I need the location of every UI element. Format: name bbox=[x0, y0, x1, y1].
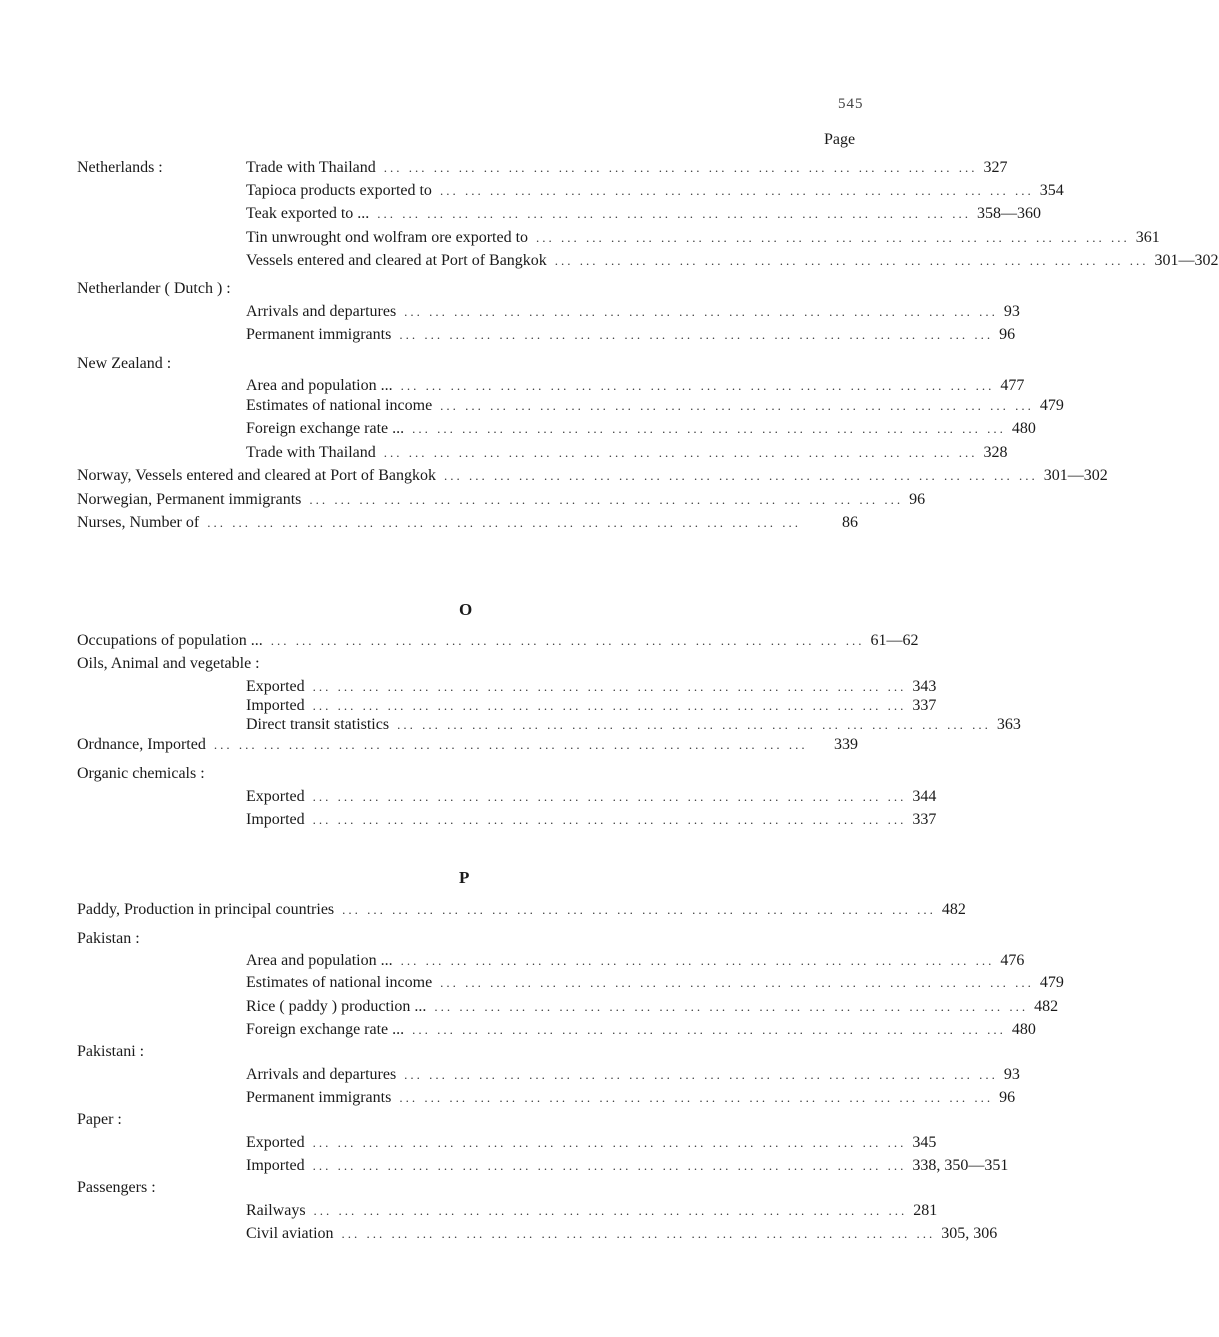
index-entry bbox=[77, 513, 858, 533]
index-subentry bbox=[246, 396, 1064, 416]
leader-dots: ... ... ... ... ... ... ... ... ... ... ... ... ... ... ... ... ... ... ... ... ... ... ... ... bbox=[213, 737, 808, 752]
leader-dots: ... ... ... ... ... ... ... ... ... ... ... ... ... ... ... ... ... ... ... ... ... ... ... ... bbox=[341, 1226, 936, 1241]
page-reference: 345 bbox=[912, 1134, 937, 1151]
entry-label: Paddy, Production in principal countries bbox=[77, 901, 335, 918]
page-reference: 354 bbox=[1039, 182, 1064, 199]
leader-dots: ... ... ... ... ... ... ... ... ... ... ... ... ... ... ... ... ... ... ... ... ... ... ... ... bbox=[312, 789, 907, 804]
leader-dots: ... ... ... ... ... ... ... ... ... ... ... ... ... ... ... ... ... ... ... ... ... ... ... ... bbox=[400, 953, 995, 968]
leader-dots: ... ... ... ... ... ... ... ... ... ... ... ... ... ... ... ... ... ... ... ... ... ... ... ... bbox=[399, 1090, 994, 1105]
entry-label: Tapioca products exported to bbox=[246, 182, 432, 199]
page-reference: 344 bbox=[912, 788, 937, 805]
index-heading: Netherlands : bbox=[77, 159, 163, 176]
page-reference: 343 bbox=[912, 678, 937, 695]
leader-dots: ... ... ... ... ... ... ... ... ... ... ... ... ... ... ... ... ... ... ... ... ... ... ... ... bbox=[536, 230, 1130, 245]
index-subentry bbox=[246, 973, 1064, 993]
leader-dots: ... ... ... ... ... ... ... ... ... ... ... ... ... ... ... ... ... ... ... ... ... ... ... ... bbox=[554, 253, 1149, 268]
leader-dots: ... ... ... ... ... ... ... ... ... ... ... ... ... ... ... ... ... ... ... ... ... ... ... ... bbox=[309, 492, 904, 507]
entry-label: Norwegian, Permanent immigrants bbox=[77, 491, 302, 508]
index-heading: Passengers : bbox=[77, 1179, 156, 1196]
entry-label: Trade with Thailand bbox=[246, 444, 376, 461]
entry-label: Civil aviation bbox=[246, 1225, 334, 1242]
leader-dots: ... ... ... ... ... ... ... ... ... ... ... ... ... ... ... ... ... ... ... ... ... ... ... ... bbox=[342, 902, 936, 917]
leader-dots: ... ... ... ... ... ... ... ... ... ... ... ... ... ... ... ... ... ... ... ... ... ... ... ... bbox=[397, 717, 991, 732]
entry-label: Direct transit statistics bbox=[246, 716, 390, 733]
index-subentry bbox=[246, 696, 937, 716]
entry-label: Estimates of national income bbox=[246, 397, 433, 414]
leader-dots: ... ... ... ... ... ... ... ... ... ... ... ... ... ... ... ... ... ... ... ... ... ... ... ... bbox=[440, 975, 1034, 990]
index-subentry bbox=[246, 181, 1064, 201]
page-reference: 477 bbox=[1000, 377, 1025, 394]
page-reference: 361 bbox=[1135, 229, 1160, 246]
leader-dots: ... ... ... ... ... ... ... ... ... ... ... ... ... ... ... ... ... ... ... ... ... ... ... ... bbox=[444, 468, 1038, 483]
entry-label: Rice ( paddy ) production ... bbox=[246, 998, 427, 1015]
entry-label: Tin unwrought ond wolfram ore exported to bbox=[246, 229, 529, 246]
entry-label: Arrivals and departures bbox=[246, 1066, 397, 1083]
page-reference: 96 bbox=[909, 491, 926, 508]
leader-dots: ... ... ... ... ... ... ... ... ... ... ... ... ... ... ... ... ... ... ... ... ... ... ... ... bbox=[312, 698, 907, 713]
entry-label: Area and population ... bbox=[246, 377, 393, 394]
entry-label: Imported bbox=[246, 811, 305, 828]
leader-dots: ... ... ... ... ... ... ... ... ... ... ... ... ... ... ... ... ... ... ... ... ... ... ... ... bbox=[313, 1203, 908, 1218]
leader-dots: ... ... ... ... ... ... ... ... ... ... ... ... ... ... ... ... ... ... ... ... ... ... ... ... bbox=[400, 378, 995, 393]
leader-dots: ... ... ... ... ... ... ... ... ... ... ... ... ... ... ... ... ... ... ... ... ... ... ... ... bbox=[312, 1158, 907, 1173]
page-reference: 337 bbox=[912, 697, 937, 714]
entry-label: Exported bbox=[246, 678, 305, 695]
entry-label: Area and population ... bbox=[246, 952, 393, 969]
page-reference: 479 bbox=[1039, 397, 1064, 414]
index-heading: Pakistan : bbox=[77, 930, 140, 947]
page-reference: 479 bbox=[1039, 974, 1064, 991]
leader-dots: ... ... ... ... ... ... ... ... ... ... ... ... ... ... ... ... ... ... ... ... ... ... ... ... bbox=[207, 515, 801, 530]
index-subentry bbox=[246, 1020, 1036, 1040]
index-subentry bbox=[246, 1156, 1009, 1176]
page-column-header: Page bbox=[824, 131, 856, 148]
page-reference: 339 bbox=[834, 736, 858, 753]
entry-label: Nurses, Number of bbox=[77, 514, 200, 531]
leader-dots: ... ... ... ... ... ... ... ... ... ... ... ... ... ... ... ... ... ... ... ... ... ... ... ... bbox=[270, 633, 865, 648]
leader-dots: ... ... ... ... ... ... ... ... ... ... ... ... ... ... ... ... ... ... ... ... ... ... ... ... bbox=[412, 1022, 1006, 1037]
index-heading: Netherlander ( Dutch ) : bbox=[77, 280, 231, 297]
leader-dots: ... ... ... ... ... ... ... ... ... ... ... ... ... ... ... ... ... ... ... ... ... ... ... ... bbox=[434, 999, 1029, 1014]
leader-dots: ... ... ... ... ... ... ... ... ... ... ... ... ... ... ... ... ... ... ... ... ... ... ... ... bbox=[399, 327, 994, 342]
leader-dots: ... ... ... ... ... ... ... ... ... ... ... ... ... ... ... ... ... ... ... ... ... ... ... ... bbox=[312, 812, 907, 827]
page-reference: 305, 306 bbox=[941, 1225, 998, 1242]
entry-label: Foreign exchange rate ... bbox=[246, 420, 405, 437]
leader-dots: ... ... ... ... ... ... ... ... ... ... ... ... ... ... ... ... ... ... ... ... ... ... ... ... bbox=[312, 1135, 907, 1150]
index-subentry bbox=[246, 251, 1219, 271]
entry-label: Vessels entered and cleared at Port of Bangkok bbox=[246, 252, 547, 269]
page-reference: 476 bbox=[1000, 952, 1025, 969]
leader-dots: ... ... ... ... ... ... ... ... ... ... ... ... ... ... ... ... ... ... ... ... ... ... ... ... bbox=[383, 160, 978, 175]
page-reference: 93 bbox=[1003, 1066, 1020, 1083]
index-heading: Oils, Animal and vegetable : bbox=[77, 655, 260, 672]
index-heading: Pakistani : bbox=[77, 1043, 145, 1060]
page-reference: 480 bbox=[1011, 420, 1036, 437]
page-reference: 480 bbox=[1011, 1021, 1036, 1038]
index-subentry bbox=[246, 951, 1025, 971]
page-reference: 93 bbox=[1003, 303, 1020, 320]
index-subentry bbox=[246, 228, 1160, 248]
entry-label: Permanent immigrants bbox=[246, 1089, 392, 1106]
index-heading: Paper : bbox=[77, 1111, 122, 1128]
page-reference: 281 bbox=[913, 1202, 938, 1219]
leader-dots: ... ... ... ... ... ... ... ... ... ... ... ... ... ... ... ... ... ... ... ... ... ... ... ... bbox=[412, 421, 1006, 436]
page-reference: 61—62 bbox=[870, 632, 919, 649]
index-subentry bbox=[246, 302, 1020, 322]
index-entry bbox=[77, 490, 926, 510]
index-entry bbox=[77, 466, 1108, 486]
entry-label: Exported bbox=[246, 1134, 305, 1151]
page-reference: 337 bbox=[912, 811, 937, 828]
leader-dots: ... ... ... ... ... ... ... ... ... ... ... ... ... ... ... ... ... ... ... ... ... ... ... ... bbox=[440, 398, 1034, 413]
index-heading: Organic chemicals : bbox=[77, 765, 205, 782]
entry-label: Railways bbox=[246, 1202, 306, 1219]
section-letter-p: P bbox=[459, 868, 470, 887]
page-reference: 301—302 bbox=[1043, 467, 1108, 484]
entry-label: Norway, Vessels entered and cleared at Port of Bangkok bbox=[77, 467, 436, 484]
index-subentry bbox=[246, 1065, 1020, 1085]
entry-label: Arrivals and departures bbox=[246, 303, 397, 320]
index-subentry bbox=[246, 1133, 937, 1153]
leader-dots: ... ... ... ... ... ... ... ... ... ... ... ... ... ... ... ... ... ... ... ... ... ... ... ... bbox=[377, 206, 972, 221]
entry-label: Teak exported to ... bbox=[246, 205, 370, 222]
entry-label: Exported bbox=[246, 788, 305, 805]
index-subentry bbox=[246, 810, 937, 830]
index-subentry bbox=[246, 325, 1016, 345]
page-reference: 328 bbox=[983, 444, 1008, 461]
index-entry bbox=[77, 735, 858, 755]
index-entry bbox=[77, 900, 966, 920]
index-subentry bbox=[246, 1224, 998, 1244]
page-reference: 96 bbox=[999, 1089, 1016, 1106]
index-subentry bbox=[246, 1201, 938, 1221]
leader-dots: ... ... ... ... ... ... ... ... ... ... ... ... ... ... ... ... ... ... ... ... ... ... ... ... bbox=[404, 304, 998, 319]
page-reference: 363 bbox=[996, 716, 1021, 733]
page-reference: 482 bbox=[941, 901, 966, 918]
entry-label: Occupations of population ... bbox=[77, 632, 263, 649]
section-letter-o: O bbox=[459, 600, 473, 619]
leader-dots: ... ... ... ... ... ... ... ... ... ... ... ... ... ... ... ... ... ... ... ... ... ... ... ... bbox=[383, 445, 978, 460]
index-subentry bbox=[246, 787, 937, 807]
entry-label: Imported bbox=[246, 1157, 305, 1174]
index-subentry bbox=[246, 715, 1021, 735]
index-entry bbox=[77, 631, 919, 651]
index-subentry bbox=[246, 158, 1008, 178]
entry-label: Ordnance, Imported bbox=[77, 736, 206, 753]
index-subentry bbox=[246, 204, 1042, 224]
entry-label: Imported bbox=[246, 697, 305, 714]
page-reference: 301—302 bbox=[1154, 252, 1219, 269]
entry-label: Foreign exchange rate ... bbox=[246, 1021, 405, 1038]
entry-label: Estimates of national income bbox=[246, 974, 433, 991]
page-reference: 86 bbox=[842, 514, 858, 531]
index-subentry bbox=[246, 443, 1008, 463]
leader-dots: ... ... ... ... ... ... ... ... ... ... ... ... ... ... ... ... ... ... ... ... ... ... ... ... bbox=[404, 1067, 998, 1082]
index-subentry bbox=[246, 997, 1059, 1017]
leader-dots: ... ... ... ... ... ... ... ... ... ... ... ... ... ... ... ... ... ... ... ... ... ... ... ... bbox=[312, 679, 907, 694]
index-subentry bbox=[246, 376, 1025, 396]
page-reference: 482 bbox=[1034, 998, 1059, 1015]
page-reference: 338, 350—351 bbox=[912, 1157, 1009, 1174]
leader-dots: ... ... ... ... ... ... ... ... ... ... ... ... ... ... ... ... ... ... ... ... ... ... ... ... bbox=[439, 183, 1034, 198]
entry-label: Trade with Thailand bbox=[246, 159, 376, 176]
page-reference: 327 bbox=[983, 159, 1008, 176]
index-subentry bbox=[246, 1088, 1016, 1108]
index-subentry bbox=[246, 419, 1036, 439]
entry-label: Permanent immigrants bbox=[246, 326, 392, 343]
index-subentry bbox=[246, 677, 937, 697]
page-reference: 358—360 bbox=[977, 205, 1042, 222]
index-heading: New Zealand : bbox=[77, 355, 172, 372]
page-reference: 96 bbox=[999, 326, 1016, 343]
page-number: 545 bbox=[838, 96, 864, 112]
